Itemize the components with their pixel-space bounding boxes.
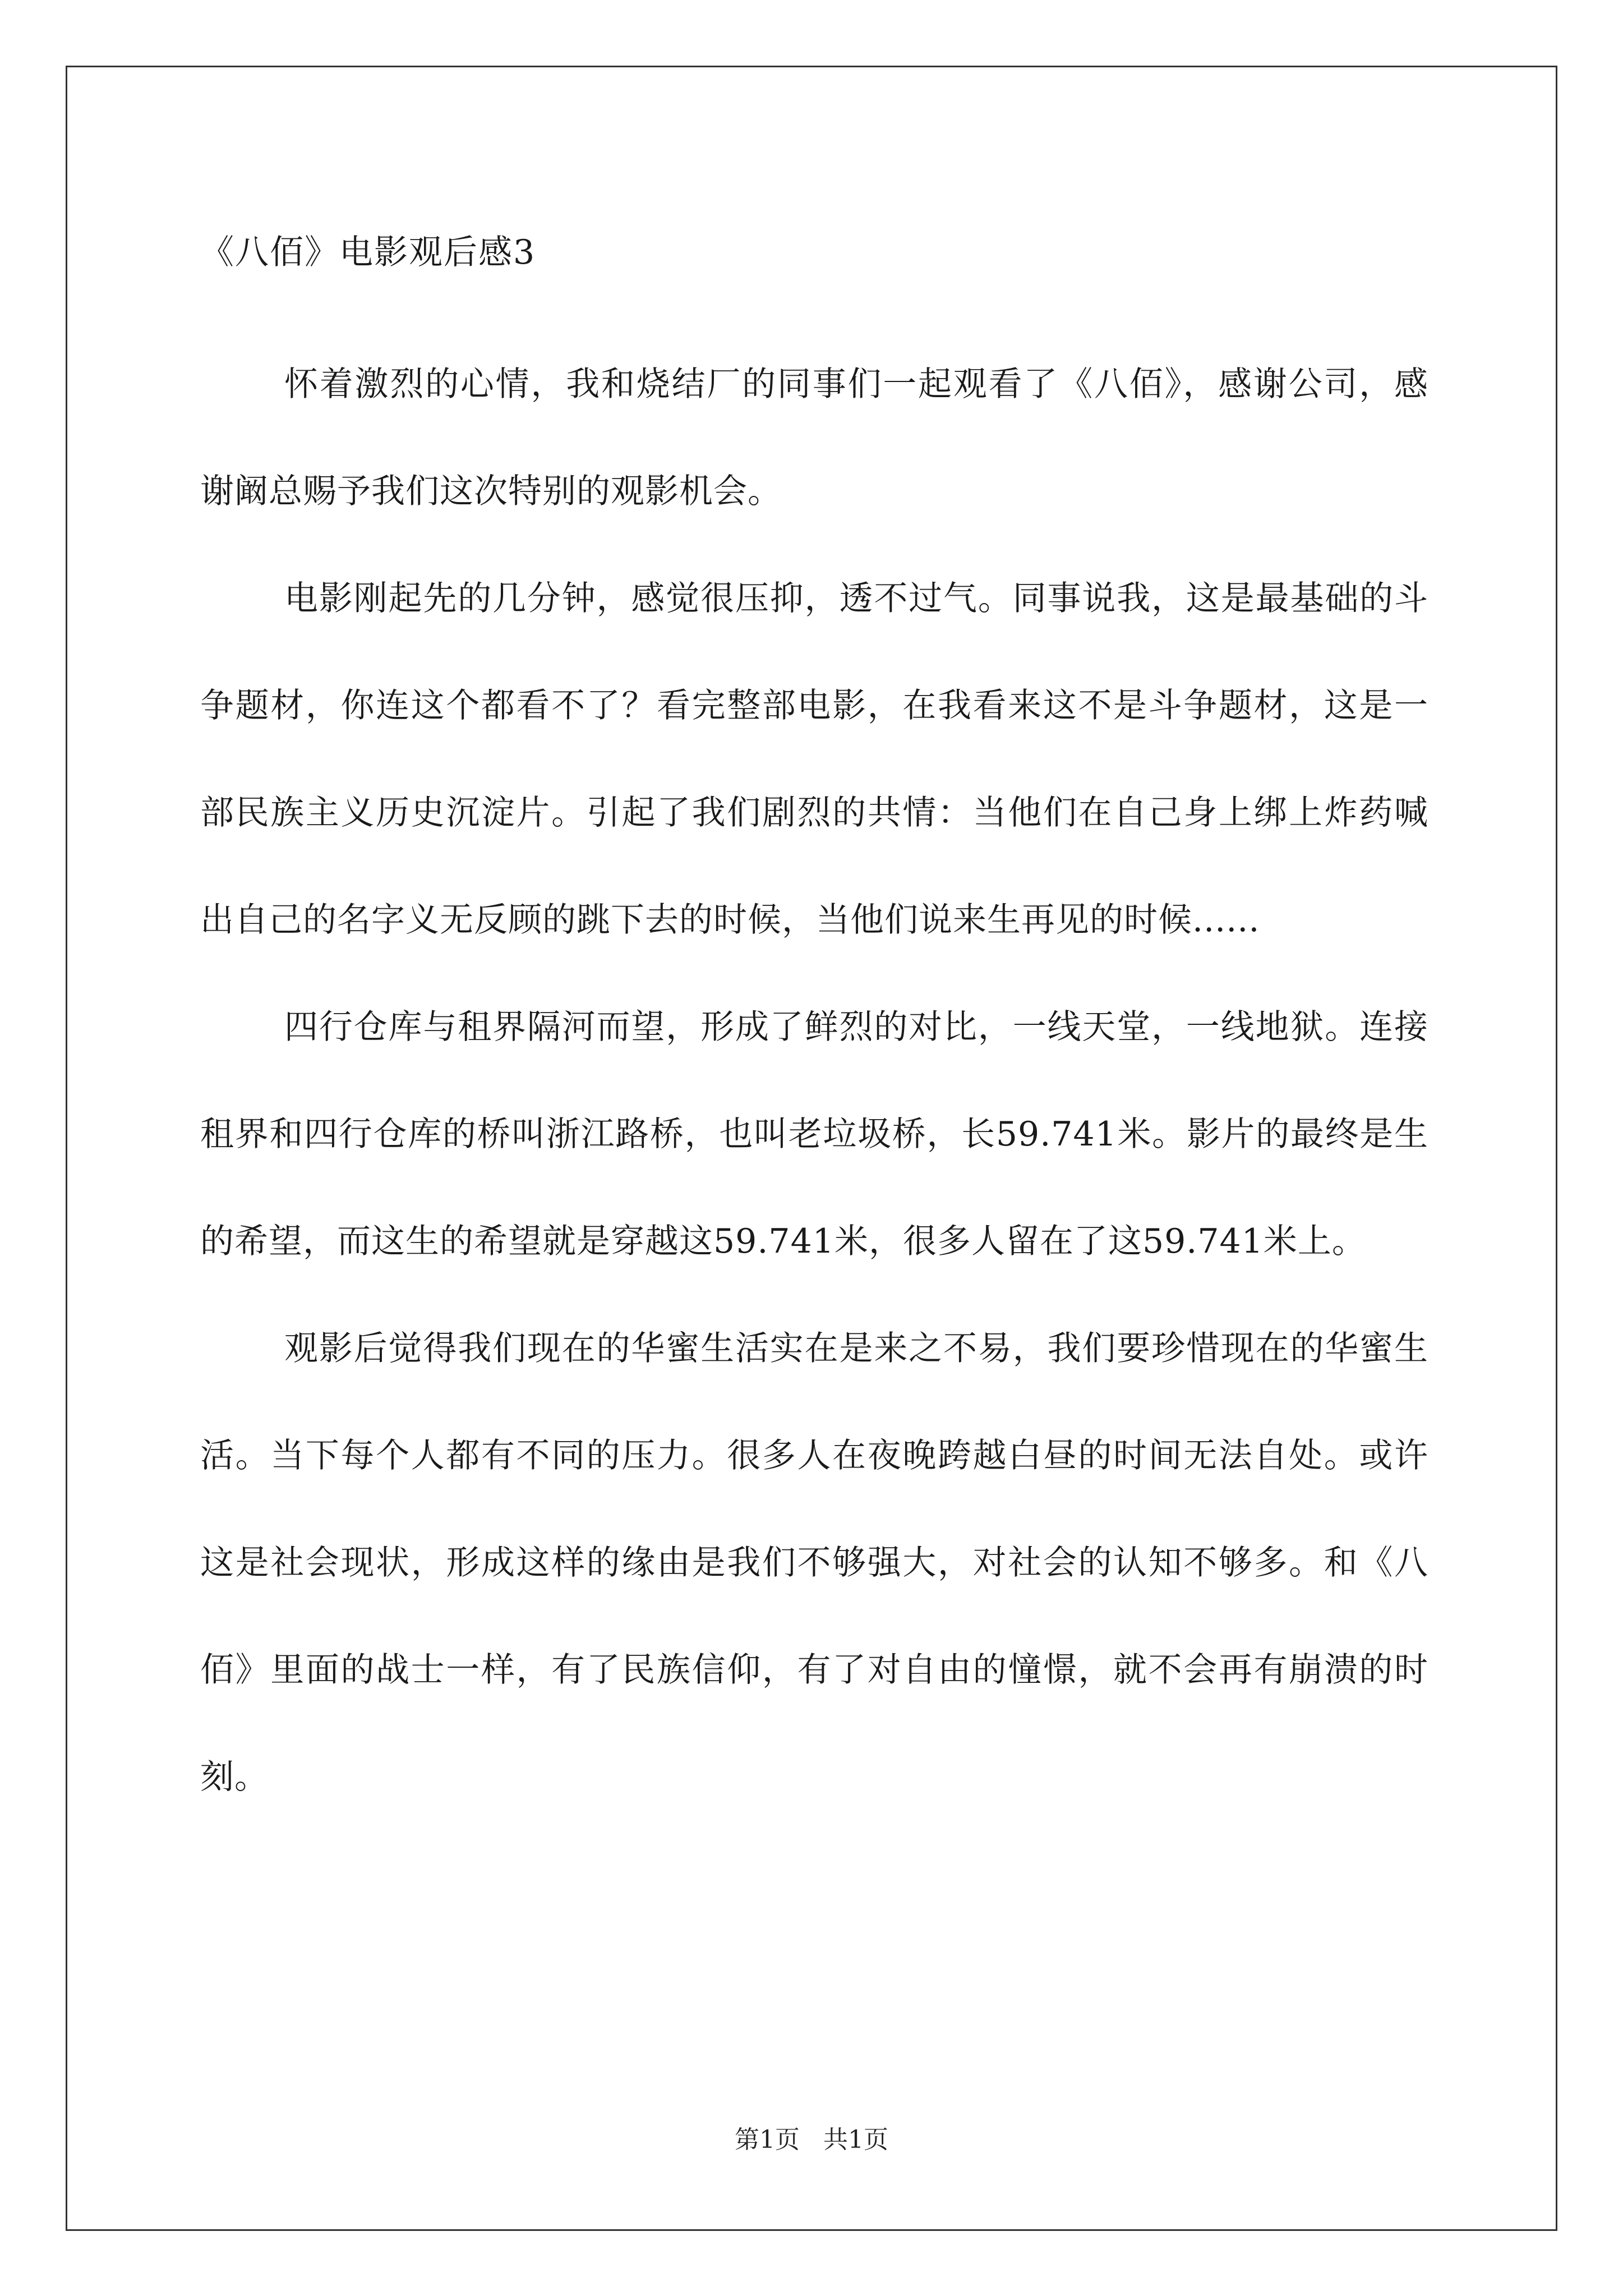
document-body bbox=[200, 331, 1428, 1831]
paragraph-1: 怀着激烈的心情，我和烧结厂的同事们一起观看了《八佰》，感谢公司，感谢阚总赐予我们这次特别的观影机会。 bbox=[200, 365, 1428, 511]
paragraph-4: 观影后觉得我们现在的华蜜生活实在是来之不易，我们要珍惜现在的华蜜生活。当下每个人都有不同的压力。很多人在夜晚跨越白昼的时间无法自处。或许这是社会现状，形成这样的缘由是我们不够强大，对社会的认知不够多。和《八佰》里面的战士一样，有了民族信仰，有了对自由的憧憬，就不会再有崩溃的时刻。 bbox=[200, 1329, 1428, 1797]
document-title: 《八佰》电影观后感3 bbox=[200, 233, 536, 272]
paragraph-2: 电影刚起先的几分钟，感觉很压抑，透不过气。同事说我，这是最基础的斗争题材，你连这个都看不了？看完整部电影，在我看来这不是斗争题材，这是一部民族主义历史沉淀片。引起了我们剧烈的共情：当他们在自己身上绑上炸药喊出自己的名字义无反顾的跳下去的时候，当他们说来生再见的时候...... bbox=[200, 579, 1428, 940]
paragraph-3: 四行仓库与租界隔河而望，形成了鲜烈的对比，一线天堂，一线地狱。连接租界和四行仓库的桥叫浙江路桥，也叫老垃圾桥，长59.741米。影片的最终是生的希望，而这生的希望就是穿越这59.741米，很多人留在了这59.741米上。 bbox=[200, 1007, 1428, 1261]
page-number-footer: 第1页 共1页 bbox=[735, 2125, 888, 2154]
